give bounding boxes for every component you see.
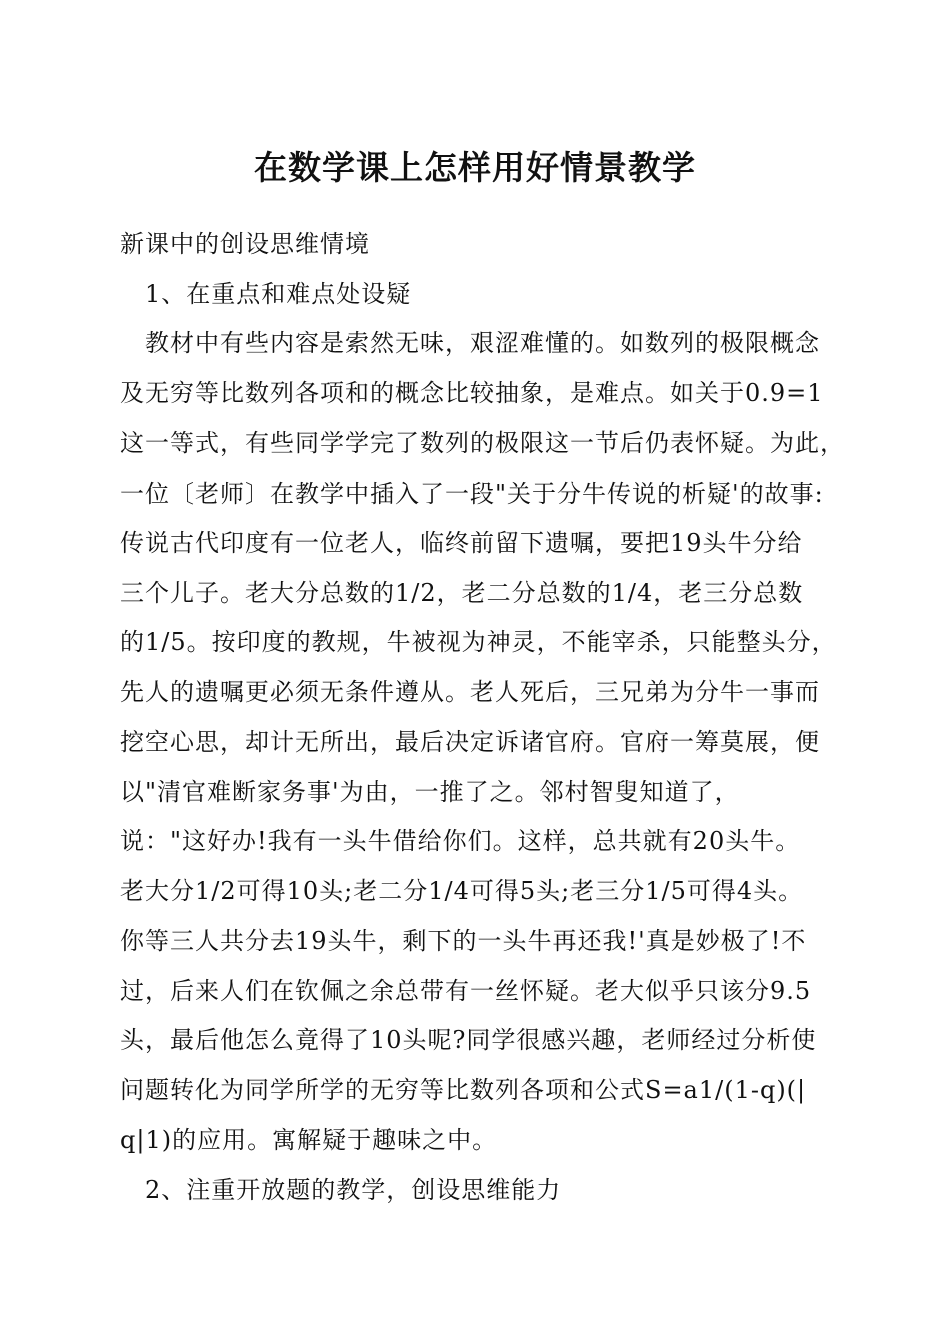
paragraph-line: 挖空心思，却计无所出，最后决定诉诸官府。官府一筹莫展，便 (120, 728, 820, 756)
paragraph-line: 一位〔老师〕在教学中插入了一段"关于分牛传说的析疑'的故事: (120, 480, 824, 508)
paragraph-line: 的1/5。按印度的教规，牛被视为神灵，不能宰杀，只能整头分， (120, 628, 837, 656)
paragraph-line: 以"清官难断家务事'为由，一推了之。邻村智叟知道了， (120, 778, 740, 806)
paragraph-line: 先人的遗嘱更必须无条件遵从。老人死后，三兄弟为分牛一事而 (120, 678, 820, 706)
paragraph-line: 教材中有些内容是索然无味，艰涩难懂的。如数列的极限概念 (145, 329, 820, 357)
paragraph-line: 头，最后他怎么竟得了10头呢?同学很感兴趣，老师经过分析使 (120, 1026, 817, 1054)
paragraph-line: 老大分1/2可得10头;老二分1/4可得5头;老三分1/5可得4头。 (120, 877, 804, 905)
subsection-heading: 2、注重开放题的教学，创设思维能力 (145, 1176, 562, 1204)
paragraph-line: 说："这好办!我有一头牛借给你们。这样，总共就有20头牛。 (120, 827, 801, 855)
subsection-heading: 1、在重点和难点处设疑 (145, 280, 412, 308)
paragraph-line: 三个儿子。老大分总数的1/2，老二分总数的1/4，老三分总数 (120, 579, 804, 607)
paragraph-line: 过，后来人们在钦佩之余总带有一丝怀疑。老大似乎只该分9.5 (120, 977, 812, 1005)
document-title: 在数学课上怎样用好情景教学 (254, 148, 696, 187)
paragraph-line: q|1)的应用。寓解疑于趣味之中。 (120, 1126, 498, 1154)
section-heading: 新课中的创设思维情境 (120, 230, 370, 258)
paragraph-line: 传说古代印度有一位老人，临终前留下遗嘱，要把19头牛分给 (120, 529, 803, 557)
paragraph-line: 你等三人共分去19头牛，剩下的一头牛再还我!'真是妙极了!不 (120, 927, 807, 955)
paragraph-line: 问题转化为同学所学的无穷等比数列各项和公式S=a1/(1-q)(| (120, 1076, 807, 1104)
paragraph-line: 这一等式，有些同学学完了数列的极限这一节后仍表怀疑。为此， (120, 429, 845, 457)
paragraph-line: 及无穷等比数列各项和的概念比较抽象，是难点。如关于0.9=1 (120, 379, 824, 407)
